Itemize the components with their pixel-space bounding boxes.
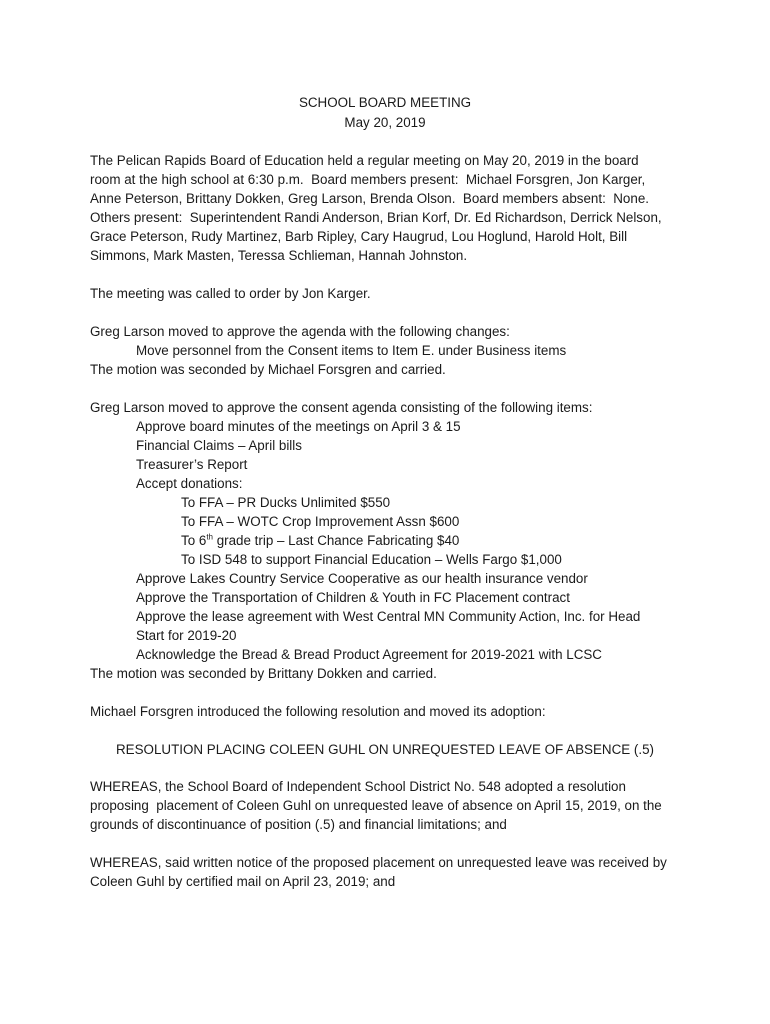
consent-motion-result: The motion was seconded by Brittany Dokken and carried. bbox=[90, 666, 437, 681]
donation-item bbox=[181, 531, 459, 550]
consent-item: Approve the Transportation of Children & Youth in FC Placement contract bbox=[136, 590, 570, 605]
donation-text: To 6 bbox=[181, 533, 207, 548]
whereas-line: Coleen Guhl by certified mail on April 23, 2019; and bbox=[90, 874, 396, 889]
consent-motion-intro: Greg Larson moved to approve the consent agenda consisting of the following items: bbox=[90, 400, 593, 415]
donation-item: To FFA – PR Ducks Unlimited $550 bbox=[181, 495, 391, 510]
resolution-intro: Michael Forsgren introduced the following resolution and moved its adoption: bbox=[90, 704, 546, 719]
consent-item: Approve the lease agreement with West Central MN Community Action, Inc. for Head bbox=[136, 609, 641, 624]
donation-item: To ISD 548 to support Financial Education – Wells Fargo $1,000 bbox=[181, 552, 562, 567]
donation-item: To FFA – WOTC Crop Improvement Assn $600 bbox=[181, 514, 460, 529]
intro-line: The Pelican Rapids Board of Education held a regular meeting on May 20, 2019 in the board bbox=[90, 153, 639, 168]
whereas-line: WHEREAS, the School Board of Independent School District No. 548 adopted a resolution bbox=[90, 779, 626, 794]
consent-item: Treasurer’s Report bbox=[136, 457, 248, 472]
donation-text: grade trip – Last Chance Fabricating $40 bbox=[212, 533, 460, 548]
whereas-line: proposing placement of Coleen Guhl on unrequested leave of absence on April 15, 2019, on the bbox=[90, 798, 662, 813]
intro-line: Anne Peterson, Brittany Dokken, Greg Larson, Brenda Olson. Board members absent: None. bbox=[90, 191, 649, 206]
consent-item: Acknowledge the Bread & Bread Product Agreement for 2019-2021 with LCSC bbox=[136, 647, 602, 662]
agenda-motion-result: The motion was seconded by Michael Forsgren and carried. bbox=[90, 362, 446, 377]
consent-item: Approve Lakes Country Service Cooperative as our health insurance vendor bbox=[136, 571, 588, 586]
intro-line: Others present: Superintendent Randi Anderson, Brian Korf, Dr. Ed Richardson, Derrick Nelson, bbox=[90, 210, 662, 225]
whereas-line: WHEREAS, said written notice of the proposed placement on unrequested leave was received by bbox=[90, 855, 667, 870]
intro-line: Grace Peterson, Rudy Martinez, Barb Ripley, Cary Haugrud, Lou Hoglund, Harold Holt, Bill bbox=[90, 229, 628, 244]
consent-item: Start for 2019-20 bbox=[136, 628, 237, 643]
meeting-date: May 20, 2019 bbox=[344, 115, 426, 130]
document-title: SCHOOL BOARD MEETING bbox=[298, 95, 472, 110]
agenda-change-item: Move personnel from the Consent items to Item E. under Business items bbox=[136, 343, 567, 358]
whereas-line: grounds of discontinuance of position (.5) and financial limitations; and bbox=[90, 817, 507, 832]
agenda-motion-intro: Greg Larson moved to approve the agenda with the following changes: bbox=[90, 324, 510, 339]
call-to-order: The meeting was called to order by Jon Karger. bbox=[90, 286, 371, 301]
resolution-title: RESOLUTION PLACING COLEEN GUHL ON UNREQUESTED LEAVE OF ABSENCE (.5) bbox=[116, 742, 654, 757]
intro-line: room at the high school at 6:30 p.m. Board members present: Michael Forsgren, Jon Karger, bbox=[90, 172, 646, 187]
ordinal-suffix: th bbox=[206, 532, 213, 542]
consent-item: Approve board minutes of the meetings on April 3 & 15 bbox=[136, 419, 461, 434]
consent-item: Financial Claims – April bills bbox=[136, 438, 302, 453]
intro-line: Simmons, Mark Masten, Teressa Schlieman, Hannah Johnston. bbox=[90, 248, 468, 263]
consent-item: Accept donations: bbox=[136, 476, 243, 491]
